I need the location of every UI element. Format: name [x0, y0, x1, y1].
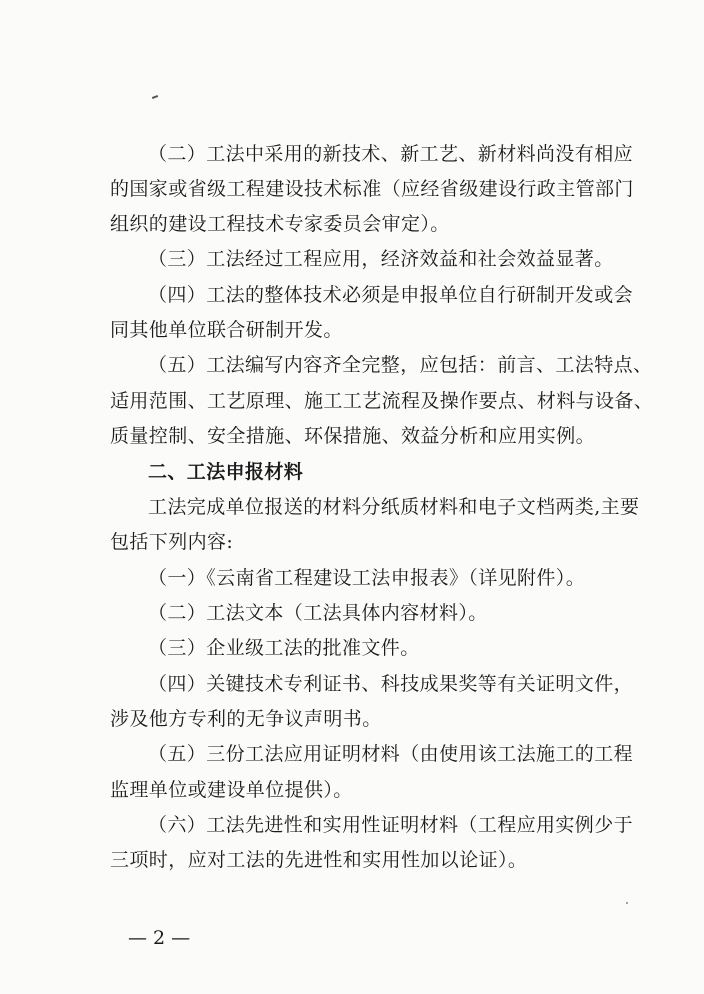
paragraph-line: 适用范围、工艺原理、施工工艺流程及操作要点、材料与设备、: [110, 390, 654, 412]
list-item: （一）《云南省工程建设工法申报表》（详见附件）。: [148, 567, 586, 589]
paragraph-line: 工法完成单位报送的材料分纸质材料和电子文档两类,主要: [148, 496, 640, 518]
paragraph-line: 同其他单位联合研制开发。: [110, 319, 343, 341]
paragraph-line: （三）工法经过工程应用，经济效益和社会效益显著。: [148, 248, 614, 270]
paragraph-line: 的国家或省级工程建设技术标准（应经省级建设行政主管部门: [110, 178, 634, 200]
page-number: — 2 —: [128, 927, 191, 949]
paragraph-line: 包括下列内容:: [110, 531, 234, 553]
list-item: （六）工法先进性和实用性证明材料（工程应用实例少于: [148, 814, 634, 836]
list-item-continuation: 涉及他方专利的无争议声明书。: [110, 708, 382, 730]
paragraph-line: 组织的建设工程技术专家委员会审定）。: [110, 213, 450, 235]
section-heading: 二、工法申报材料: [148, 461, 304, 483]
paragraph-line: 质量控制、安全措施、环保措施、效益分析和应用实例。: [110, 425, 596, 447]
list-item-continuation: 三项时，应对工法的先进性和实用性加以论证）。: [110, 849, 528, 871]
paragraph-line: （五）工法编写内容齐全完整，应包括：前言、工法特点、: [148, 354, 653, 376]
paragraph-line: （二）工法中采用的新技术、新工艺、新材料尚没有相应: [148, 143, 634, 165]
list-item: （三）企业级工法的批准文件。: [148, 637, 420, 659]
scan-speck: [626, 902, 628, 904]
list-item: （二）工法文本（工法具体内容材料）。: [148, 602, 488, 624]
list-item-continuation: 监理单位或建设单位提供）。: [110, 779, 353, 801]
scan-mark: [152, 95, 158, 99]
list-item: （四）关键技术专利证书、科技成果奖等有关证明文件，: [148, 673, 634, 695]
paragraph-line: （四）工法的整体技术必须是申报单位自行研制开发或会: [148, 284, 634, 306]
list-item: （五）三份工法应用证明材料（由使用该工法施工的工程: [148, 743, 634, 765]
